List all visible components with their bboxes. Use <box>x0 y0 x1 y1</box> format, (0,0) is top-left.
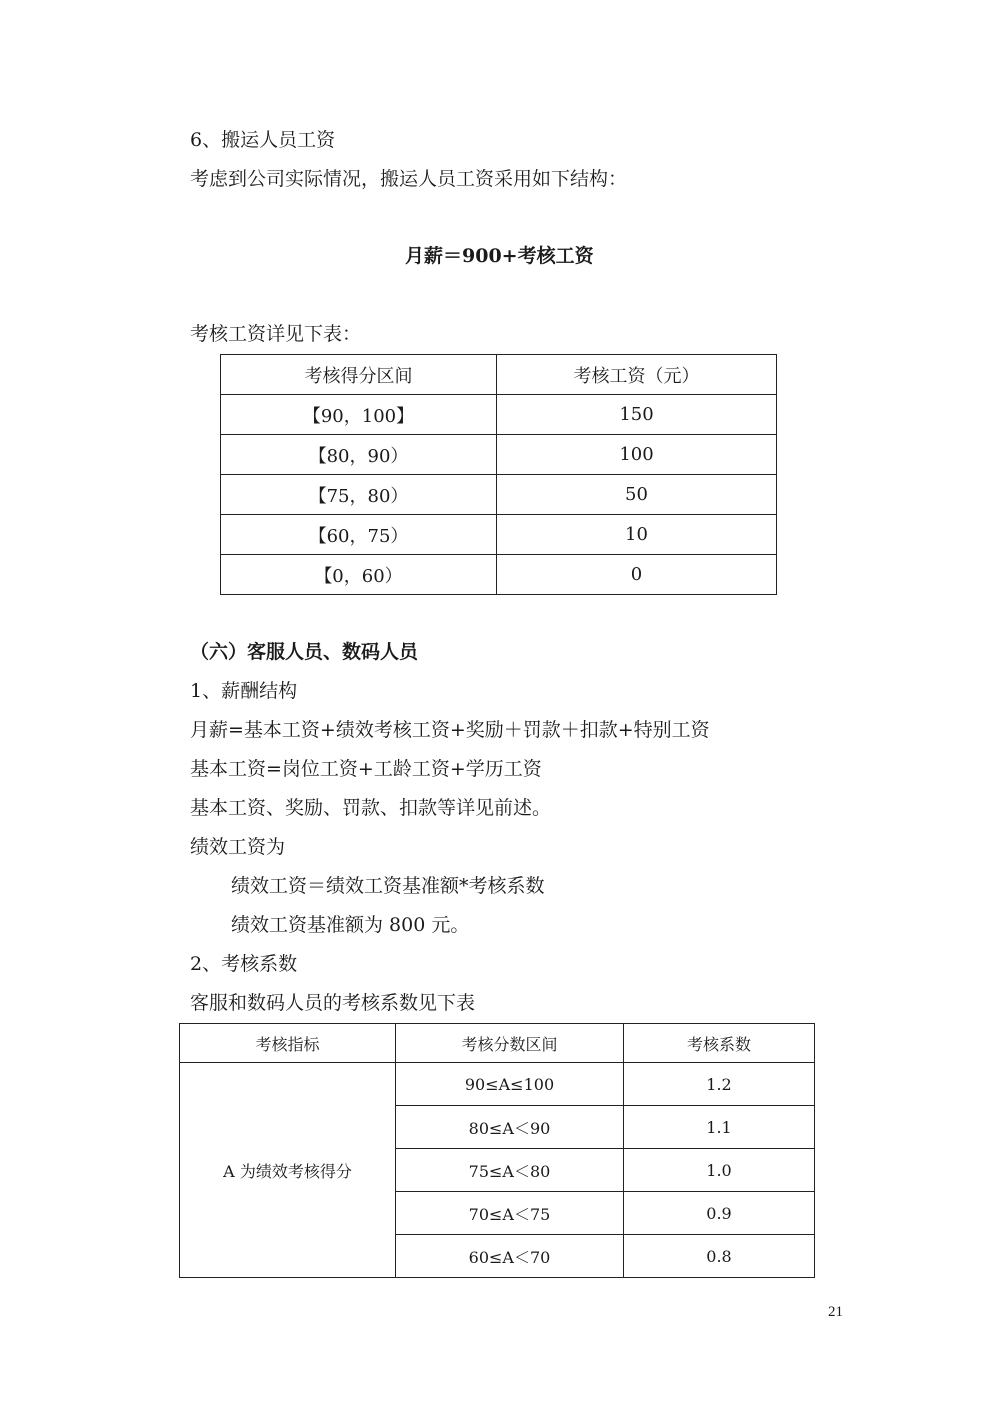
table-row <box>221 475 777 515</box>
table-cell: 90≤A≤100 <box>396 1063 624 1106</box>
table-header-row <box>221 355 777 395</box>
table-cell: 【75，80） <box>221 475 497 515</box>
table-cell: 1.1 <box>624 1106 815 1149</box>
header-cell: 考核得分区间 <box>221 355 497 395</box>
paragraph: 考虑到公司实际情况，搬运人员工资采用如下结构： <box>190 168 628 190</box>
header-cell: 考核分数区间 <box>396 1024 624 1063</box>
salary-table <box>220 354 777 595</box>
table-row <box>180 1063 815 1106</box>
header-cell: 考核工资（元） <box>497 355 777 395</box>
paragraph: 绩效工资＝绩效工资基准额*考核系数 <box>231 875 545 897</box>
table-cell: 1.2 <box>624 1063 815 1106</box>
table-cell: 0.8 <box>624 1235 815 1278</box>
page-number: 21 <box>828 1304 843 1320</box>
table-cell: 75≤A＜80 <box>396 1149 624 1192</box>
table-cell: 80≤A＜90 <box>396 1106 624 1149</box>
table-cell: 1.0 <box>624 1149 815 1192</box>
section-heading: 6、搬运人员工资 <box>190 129 336 151</box>
paragraph: 月薪=基本工资+绩效考核工资+奖励＋罚款＋扣款+特别工资 <box>190 719 710 741</box>
table-cell: 100 <box>497 435 777 475</box>
paragraph: 基本工资=岗位工资+工龄工资+学历工资 <box>190 758 542 780</box>
table-cell: 50 <box>497 475 777 515</box>
table-row <box>221 395 777 435</box>
table-cell: 0 <box>497 555 777 595</box>
sub-heading: 1、薪酬结构 <box>190 680 298 702</box>
table-cell: 10 <box>497 515 777 555</box>
table-row <box>221 435 777 475</box>
table-cell: 【0，60） <box>221 555 497 595</box>
formula: 月薪＝900+考核工资 <box>405 245 594 267</box>
header-cell: 考核系数 <box>624 1024 815 1063</box>
table-cell: 【60，75） <box>221 515 497 555</box>
table-cell: 【90，100】 <box>221 395 497 435</box>
indicator-cell: A 为绩效考核得分 <box>180 1063 396 1278</box>
sub-heading: 2、考核系数 <box>190 953 298 975</box>
paragraph: 基本工资、奖励、罚款、扣款等详见前述。 <box>190 797 552 819</box>
paragraph: 绩效工资基准额为 800 元。 <box>231 914 470 936</box>
table-cell: 150 <box>497 395 777 435</box>
table-row <box>221 555 777 595</box>
table-header-row <box>180 1024 815 1063</box>
table-cell: 60≤A＜70 <box>396 1235 624 1278</box>
table-caption: 考核工资详见下表： <box>190 323 362 345</box>
table-cell: 0.9 <box>624 1192 815 1235</box>
table-cell: 70≤A＜75 <box>396 1192 624 1235</box>
part-heading: （六）客服人员、数码人员 <box>190 641 419 663</box>
table-row <box>221 515 777 555</box>
header-cell: 考核指标 <box>180 1024 396 1063</box>
coefficient-table <box>179 1023 815 1278</box>
table-caption: 客服和数码人员的考核系数见下表 <box>190 992 476 1014</box>
table-cell: 【80，90） <box>221 435 497 475</box>
paragraph: 绩效工资为 <box>190 836 286 858</box>
